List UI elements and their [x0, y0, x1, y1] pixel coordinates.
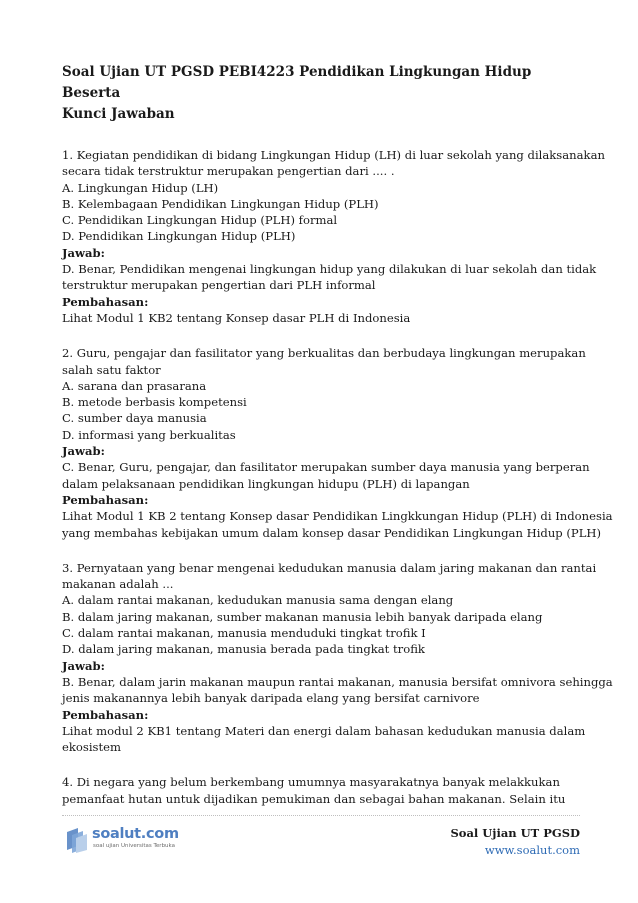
book-stack-icon [64, 826, 90, 854]
logo-wordmark: soalut.com [92, 826, 179, 842]
question-text-line: salah satu faktor [62, 362, 161, 377]
question-text-line: A. Lingkungan Hidup (LH) [62, 180, 219, 195]
question-text-line: pemanfaat hutan untuk dijadikan pemukiman dan sebagai bahan makanan. Selain itu [62, 791, 566, 806]
question-text-line: B. Kelembagaan Pendidikan Lingkungan Hidup (PLH) [62, 196, 379, 211]
question-block [62, 560, 613, 756]
document-title [62, 62, 582, 125]
footer-info [450, 825, 580, 859]
question-text-line: makanan adalah ... [62, 577, 174, 592]
section-label: Pembahasan: [62, 294, 149, 309]
footer-title: Soal Ujian UT PGSD [450, 826, 580, 840]
footer-url-link[interactable]: www.soalut.com [484, 843, 580, 857]
title-line-2: Kunci Jawaban [62, 106, 175, 122]
question-text-line: B. dalam jaring makanan, sumber makanan manusia lebih banyak daripada elang [62, 609, 543, 624]
question-text-line: yang membahas kebijakan umum dalam konsep dasar Pendidikan Lingkungan Hidup (PLH) [62, 525, 602, 540]
question-text-line: D. Benar, Pendidikan mengenai lingkungan hidup yang dilakukan di luar sekolah dan tidak [62, 262, 597, 277]
question-text-line: 2. Guru, pengajar dan fasilitator yang berkualitas dan berbudaya lingkungan merupakan [62, 346, 586, 361]
question-text-line: jenis makanannya lebih banyak daripada elang yang bersifat carnivore [62, 691, 480, 706]
soalut-logo[interactable] [64, 826, 184, 854]
question-text-line: 3. Pernyataan yang benar mengenai kedudukan manusia dalam jaring makanan dan rantai [62, 560, 597, 575]
question-text-line: C. sumber daya manusia [62, 411, 207, 426]
question-text-line: dalam pelaksanaan pendidikan lingkungan hidupu (PLH) di lapangan [62, 476, 470, 491]
question-text-line: B. metode berbasis kompetensi [62, 395, 247, 410]
question-text-line: Lihat Modul 1 KB2 tentang Konsep dasar PLH di Indonesia [62, 310, 411, 325]
question-list [62, 147, 613, 807]
question-text-line: terstruktur merupakan pengertian dari PLH informal [62, 278, 376, 293]
question-text-line: Lihat modul 2 KB1 tentang Materi dan energi dalam bahasan kedudukan manusia dalam [62, 723, 586, 738]
question-block [62, 774, 582, 807]
section-label: Pembahasan: [62, 492, 149, 507]
question-text-line: A. sarana dan prasarana [62, 378, 207, 393]
question-text-line: C. Benar, Guru, pengajar, dan fasilitator merupakan sumber daya manusia yang berperan [62, 460, 590, 475]
question-text-line: A. dalam rantai makanan, kedudukan manusia sama dengan elang [62, 593, 454, 608]
logo-tagline: soal ujian Universitas Terbuka [93, 843, 176, 849]
document-page [62, 62, 613, 826]
title-line-1: Soal Ujian UT PGSD PEBI4223 Pendidikan Lingkungan Hidup Beserta [62, 64, 532, 101]
question-text-line: secara tidak terstruktur merupakan pengertian dari .... . [62, 164, 395, 179]
question-block [62, 345, 613, 541]
question-text-line: 1. Kegiatan pendidikan di bidang Lingkungan Hidup (LH) di luar sekolah yang dilaksanakan [62, 148, 605, 162]
question-block [62, 147, 605, 326]
footer-divider [62, 815, 580, 816]
question-text-line: ekosistem [62, 740, 121, 755]
question-text-line: D. dalam jaring makanan, manusia berada pada tingkat trofik [62, 642, 425, 657]
section-label: Pembahasan: [62, 707, 149, 722]
question-text-line: D. informasi yang berkualitas [62, 427, 236, 442]
question-text-line: D. Pendidikan Lingkungan Hidup (PLH) [62, 229, 296, 244]
question-text-line: C. Pendidikan Lingkungan Hidup (PLH) formal [62, 213, 338, 228]
section-label: Jawab: [62, 245, 105, 260]
section-label: Jawab: [62, 658, 105, 673]
section-label: Jawab: [62, 444, 105, 459]
question-text-line: B. Benar, dalam jarin makanan maupun rantai makanan, manusia bersifat omnivora sehingga [62, 674, 613, 689]
question-text-line: 4. Di negara yang belum berkembang umumnya masyarakatnya banyak melakkukan [62, 775, 560, 790]
question-text-line: Lihat Modul 1 KB 2 tentang Konsep dasar Pendidikan Lingkkungan Hidup (PLH) di Indonesia [62, 509, 613, 524]
question-text-line: C. dalam rantai makanan, manusia menduduki tingkat trofik I [62, 626, 426, 641]
